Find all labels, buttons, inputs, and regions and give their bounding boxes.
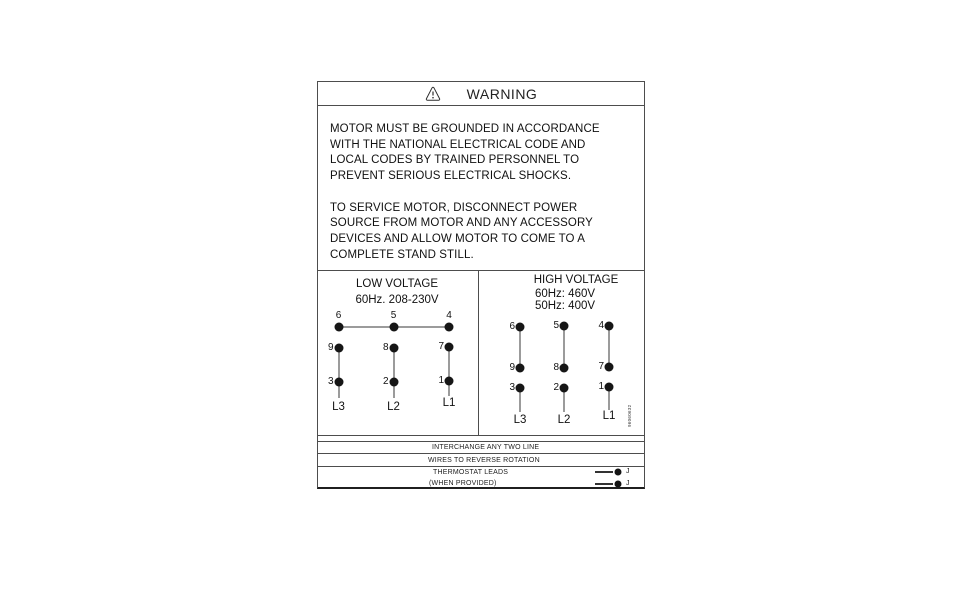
terminal-dot	[605, 322, 614, 331]
terminal-dot	[516, 364, 525, 373]
footer-note-text: INTERCHANGE ANY TWO LINE	[432, 444, 540, 451]
motor-warning-label	[317, 81, 645, 489]
terminal-label: 2	[553, 381, 559, 393]
terminal-label: 8	[553, 361, 559, 373]
line-label: L2	[387, 401, 400, 413]
lead-line	[595, 483, 613, 485]
warning-text-line: DEVICES AND ALLOW MOTOR TO COME TO A	[330, 232, 585, 245]
footer-note-text: WIRES TO REVERSE ROTATION	[428, 456, 540, 464]
terminal-dot	[389, 323, 398, 332]
wiring-diagrams-section	[318, 270, 644, 436]
terminal-dot	[560, 384, 569, 393]
high-voltage-freq-60: 60Hz: 460V	[534, 288, 596, 300]
terminal-label: 5	[553, 319, 559, 331]
warning-text-line: PREVENT SERIOUS ELECTRICAL SHOCKS.	[330, 170, 572, 183]
lead-dot	[615, 469, 622, 476]
footer-note-interchange	[318, 441, 644, 454]
warning-text-line: SOURCE FROM MOTOR AND ANY ACCESSORY	[330, 217, 593, 230]
terminal-label: 3	[509, 381, 515, 393]
connector-line	[393, 348, 395, 398]
warning-text-block	[318, 107, 644, 270]
lead-dot	[615, 481, 622, 488]
connector-line	[563, 326, 565, 368]
warning-header	[318, 82, 644, 106]
footer-note-wires	[318, 454, 644, 467]
high-voltage-diagram	[480, 271, 644, 435]
terminal-label: 9	[509, 361, 515, 373]
terminal-label: 7	[598, 360, 604, 372]
terminal-label: 4	[598, 319, 604, 331]
line-label: L1	[442, 397, 456, 409]
terminal-label: 9	[327, 341, 334, 353]
terminal-dot	[560, 364, 569, 373]
terminal-dot	[560, 322, 569, 331]
connector-line	[338, 348, 340, 398]
terminal-label: 5	[390, 310, 397, 321]
low-voltage-diagram	[318, 271, 479, 435]
terminal-label: 6	[335, 310, 342, 321]
thermostat-leads-row	[318, 467, 644, 487]
lead-line	[595, 471, 613, 473]
low-voltage-title: LOW VOLTAGE	[355, 278, 439, 290]
warning-text-line: WITH THE NATIONAL ELECTRICAL CODE AND	[330, 138, 586, 151]
warning-text-line: TO SERVICE MOTOR, DISCONNECT POWER	[330, 201, 578, 214]
terminal-label: 7	[438, 340, 444, 352]
warning-text-line: MOTOR MUST BE GROUNDED IN ACCORDANCE	[330, 123, 600, 135]
terminal-label: 1	[438, 374, 444, 386]
terminal-label: 8	[382, 341, 389, 353]
warning-title: WARNING	[466, 85, 538, 102]
line-label: L3	[513, 414, 527, 426]
terminal-dot	[605, 383, 614, 392]
terminal-label: 4	[446, 310, 452, 321]
terminal-dot	[389, 378, 398, 387]
warning-paragraph-service	[330, 201, 636, 264]
low-voltage-subtitle: 60Hz. 208-230V	[355, 294, 439, 306]
lead-label: J	[626, 468, 630, 475]
lead-label: J	[626, 480, 630, 487]
line-label: L2	[557, 414, 571, 426]
terminal-dot	[516, 384, 525, 393]
terminal-dot	[334, 344, 343, 353]
thermostat-leads-text: THERMOSTAT LEADS	[433, 469, 509, 476]
part-number: 96060632	[627, 404, 632, 427]
terminal-dot	[605, 363, 614, 372]
connector-line	[608, 326, 610, 367]
warning-triangle-icon	[425, 86, 441, 101]
high-voltage-title: HIGH VOLTAGE	[533, 274, 619, 286]
terminal-label: 2	[382, 375, 389, 387]
terminal-dot	[445, 377, 454, 386]
line-label: L3	[332, 401, 345, 413]
high-voltage-freq-50: 50Hz: 400V	[534, 300, 596, 312]
terminal-label: 3	[327, 375, 334, 387]
warning-text-line: LOCAL CODES BY TRAINED PERSONNEL TO	[330, 154, 580, 167]
terminal-dot	[334, 323, 343, 332]
terminal-label: 1	[598, 380, 604, 392]
warning-text-line: COMPLETE STAND STILL.	[330, 248, 474, 261]
terminal-dot	[516, 323, 525, 332]
warning-paragraph-grounding	[330, 122, 636, 185]
line-label: L1	[602, 410, 616, 422]
connector-line	[448, 347, 450, 396]
terminal-dot	[389, 344, 398, 353]
terminal-dot	[445, 343, 454, 352]
when-provided-text: (WHEN PROVIDED)	[429, 479, 497, 487]
terminal-dot	[445, 323, 454, 332]
terminal-label: 6	[509, 320, 515, 332]
terminal-dot	[334, 378, 343, 387]
connector-line	[519, 327, 521, 368]
